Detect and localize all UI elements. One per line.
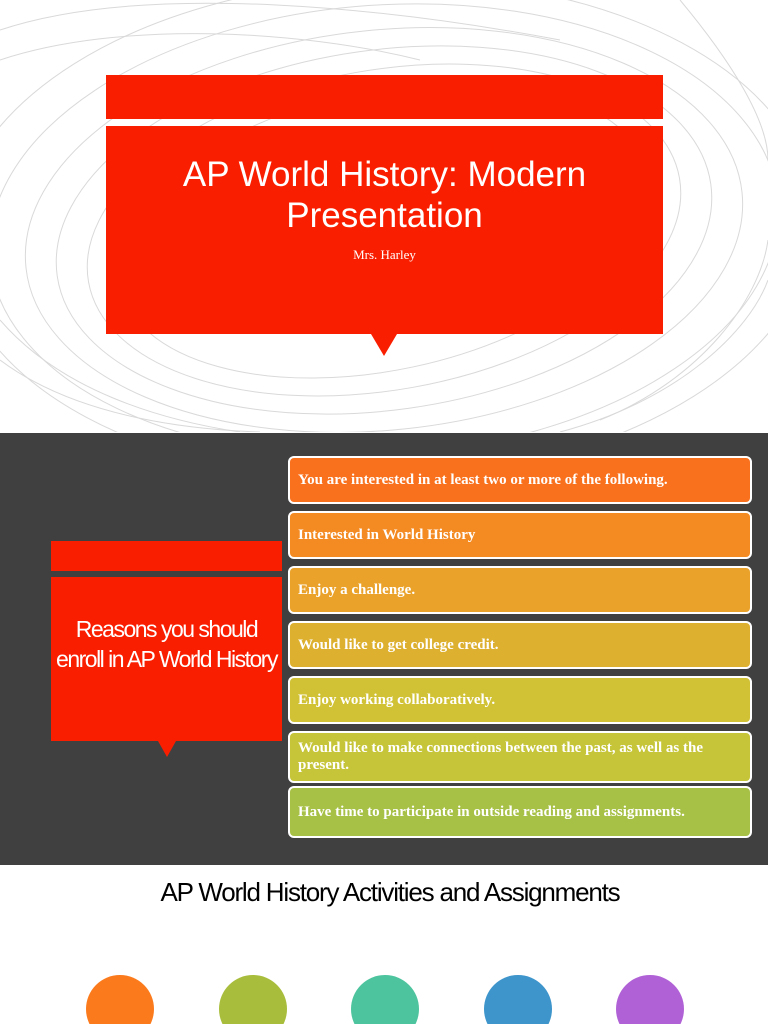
reason-item-5: Enjoy working collaboratively. <box>288 676 752 724</box>
title-slide <box>0 0 768 432</box>
reasons-slide <box>0 433 768 865</box>
title-box <box>106 126 663 334</box>
activity-circle-1 <box>86 975 154 1024</box>
reason-item-7: Have time to participate in outside reading and assignments. <box>288 786 752 838</box>
reasons-title: Reasons you should enroll in AP World History <box>56 616 277 672</box>
reason-item-1: You are interested in at least two or more of the following. <box>288 456 752 504</box>
reasons-box-pointer <box>158 741 176 757</box>
reason-item-4: Would like to get college credit. <box>288 621 752 669</box>
activity-circle-2 <box>219 975 287 1024</box>
presentation-title: AP World History: Modern Presentation <box>182 155 587 235</box>
title-top-bar <box>106 75 663 119</box>
presenter-name: Mrs. Harley <box>353 247 416 262</box>
reasons-top-bar <box>51 541 282 571</box>
reason-item-6: Would like to make connections between the past, as well as the present. <box>288 731 752 783</box>
activities-title: AP World History Activities and Assignments <box>160 877 620 907</box>
reason-item-3: Enjoy a challenge. <box>288 566 752 614</box>
reasons-title-box <box>51 577 282 741</box>
activity-circle-4 <box>484 975 552 1024</box>
activity-circle-5 <box>616 975 684 1024</box>
activity-circle-3 <box>351 975 419 1024</box>
reason-item-2: Interested in World History <box>288 511 752 559</box>
title-box-pointer <box>371 334 397 356</box>
activities-slide <box>0 866 768 1024</box>
